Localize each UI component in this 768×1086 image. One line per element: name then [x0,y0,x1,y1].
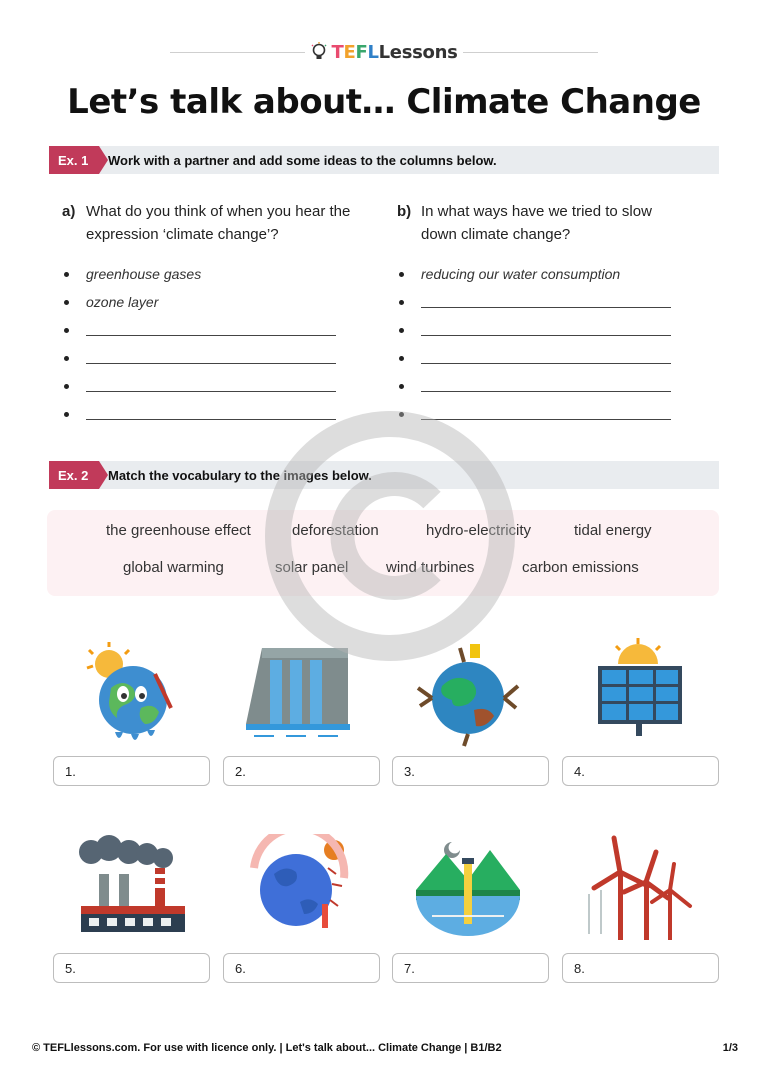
logo-letter-f: F [355,41,368,63]
vocab-word: hydro-electricity [426,522,532,539]
answer-blank[interactable] [86,335,336,336]
answer-blank[interactable] [86,391,336,392]
answer-box-3[interactable]: 3. [392,756,549,786]
sweating-earth-icon [71,638,191,748]
list-item[interactable] [397,316,687,344]
answer-blank[interactable] [421,391,671,392]
factory-smoke-icon [71,834,191,944]
answer-list-b [397,260,687,428]
ex1-tag: Ex. 1 [49,146,99,174]
wind-turbine-icon [578,834,698,944]
ex1-column-b [397,200,687,428]
logo-word-lessons: Lessons [378,41,458,63]
ex1-header [49,146,719,174]
list-item[interactable] [62,316,352,344]
list-item[interactable] [62,372,352,400]
list-item[interactable] [62,344,352,372]
logo-row [170,40,598,64]
vocab-word: tidal energy [574,522,652,539]
ex1-column-a [62,200,352,428]
logo-divider-right [463,52,598,53]
vocab-word: deforestation [292,522,379,539]
question-a-letter: a) [62,203,76,220]
vocab-word: global warming [123,559,224,576]
ex2-header [49,461,719,489]
answer-a-1: greenhouse gases [86,266,202,282]
answer-box-2[interactable]: 2. [223,756,380,786]
lightbulb-icon [310,42,328,62]
list-item [397,260,687,288]
answer-box-5[interactable]: 5. [53,953,210,983]
vocabulary-box [47,510,719,596]
question-b-text: In what ways have we tried to slow down climate change? [421,203,652,243]
question-a [62,200,352,246]
footer-text: © TEFLlessons.com. For use with licence only. | Let's talk about... Climate Change | B1/B2 [32,1042,502,1054]
deforestation-earth-icon [408,638,528,748]
answer-blank[interactable] [86,363,336,364]
tefl-logo [306,40,462,64]
answer-blank[interactable] [86,419,336,420]
answer-blank[interactable] [421,419,671,420]
answer-blank[interactable] [421,307,671,308]
vocab-word: the greenhouse effect [106,522,251,539]
question-b-letter: b) [397,203,412,220]
list-item[interactable] [397,288,687,316]
ex2-tag: Ex. 2 [49,461,99,489]
answer-a-2: ozone layer [86,294,159,310]
vocab-word: carbon emissions [522,559,639,576]
list-item [62,288,352,316]
vocab-word: wind turbines [386,559,475,576]
ex2-instruction: Match the vocabulary to the images below. [108,467,372,483]
answer-blank[interactable] [421,363,671,364]
answer-list-a [62,260,352,428]
list-item[interactable] [397,400,687,428]
solar-panel-icon [578,638,698,748]
footer [32,1042,738,1054]
answer-blank[interactable] [421,335,671,336]
vocab-word: solar panel [275,559,349,576]
logo-letter-t: T [331,41,344,63]
answer-b-1: reducing our water consumption [421,266,621,282]
question-b [397,200,687,246]
earth-heat-icon [240,834,360,944]
list-item[interactable] [397,344,687,372]
answer-box-7[interactable]: 7. [392,953,549,983]
dam-icon [240,638,360,748]
list-item [62,260,352,288]
answer-box-6[interactable]: 6. [223,953,380,983]
answer-box-1[interactable]: 1. [53,756,210,786]
logo-divider-left [170,52,305,53]
logo-letter-e: E [343,41,356,63]
page-title: Let’s talk about… Climate Change [67,82,701,122]
list-item[interactable] [397,372,687,400]
tidal-lighthouse-icon [408,834,528,944]
logo-letter-l: L [367,41,379,63]
list-item[interactable] [62,400,352,428]
answer-box-4[interactable]: 4. [562,756,719,786]
ex1-instruction: Work with a partner and add some ideas to the columns below. [108,152,497,168]
question-a-text: What do you think of when you hear the expression ‘climate change’? [86,203,351,243]
page-number: 1/3 [722,1042,738,1054]
answer-box-8[interactable]: 8. [562,953,719,983]
